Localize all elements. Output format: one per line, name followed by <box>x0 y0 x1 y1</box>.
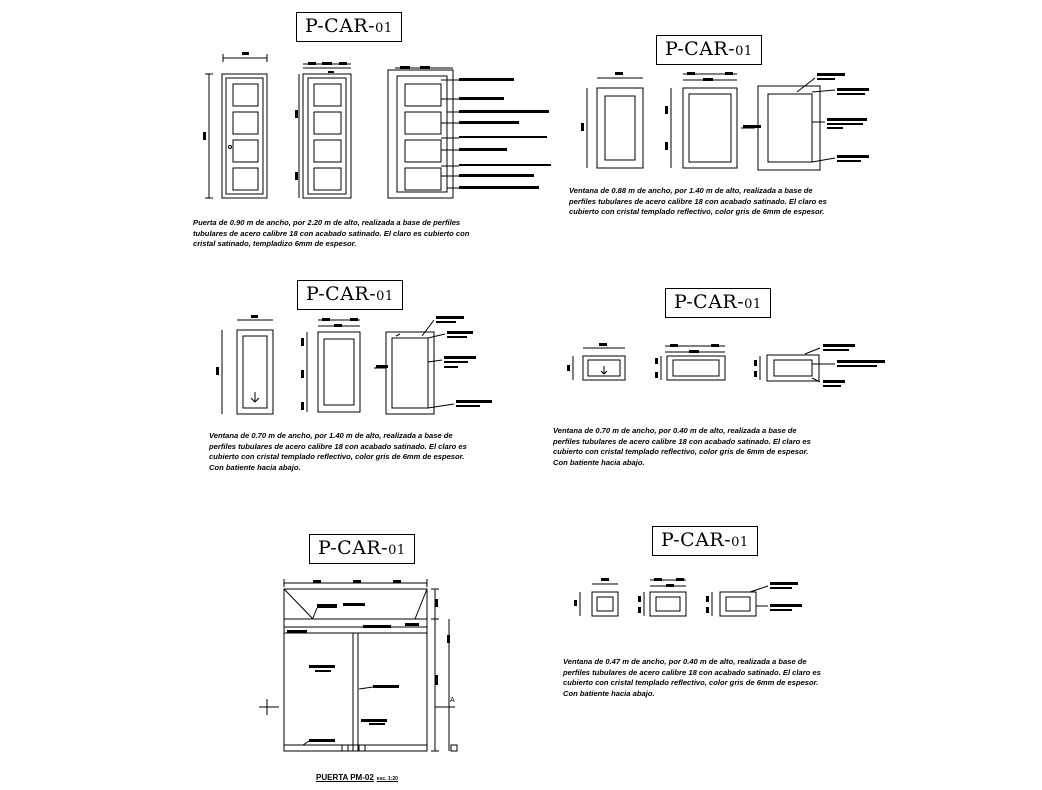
sheet4-note: Ventana de 0.70 m de ancho, por 0.40 m de alto, realizada a base de perfiles tubulares de acero calibre 18 con acabado satinado. El claro es cubierto con cristal templado reflectivo, color gris de 6mm de espesor. Con batiente hacia abajo. <box>553 426 811 467</box>
sheet6-title: P-CAR-01 <box>652 526 758 556</box>
sheet5-door-drawing <box>255 575 475 760</box>
sheet5-title: P-CAR-01 <box>309 534 415 564</box>
sheet3-note: Ventana de 0.70 m de ancho, por 1.40 m de alto, realizada a base de perfiles tubulares de acero calibre 18 con acabado satinado. El claro es cubierto con cristal templado reflectivo, color gris de 6mm de espesor. Con batiente hacia abajo. <box>209 431 467 472</box>
sheet4-title: P-CAR-01 <box>665 288 771 318</box>
sheet6-note: Ventana de 0.47 m de ancho, por 0.40 m de alto, realizada a base de perfiles tubulares de acero calibre 18 con acabado satinado. El claro es cubierto con cristal templado reflectivo, color gris de 6mm de espesor. Con batiente hacia abajo. <box>563 657 821 698</box>
sheet1-note: Puerta de 0.90 m de ancho, por 2.20 m de alto, realizada a base de perfiles tubulares de acero calibre 18 con acabado satinado. El claro es cubierto con cristal satinado, templadizo 6mm de espesor. <box>193 218 470 248</box>
sheet5-caption: PUERTA PM-02 esc. 1:20 <box>316 773 398 782</box>
sheet4-window-drawing <box>565 338 895 398</box>
sheet2-window-drawing <box>575 68 875 178</box>
sheet6-window-drawing <box>570 574 810 624</box>
sheet1-door-drawing <box>195 50 545 210</box>
sheet3-window-drawing <box>210 312 510 422</box>
sheet2-note: Ventana de 0.88 m de ancho, por 1.40 m de alto, realizada a base de perfiles tubulares de acero calibre 18 con acabado satinado. El claro es cubierto con cristal templado reflectivo, color gris de 6mm de espesor. <box>569 186 827 216</box>
sheet1-title: P-CAR-01 <box>296 12 402 42</box>
section-mark-a: A <box>450 697 455 704</box>
sheet3-title: P-CAR-01 <box>297 280 403 310</box>
sheet2-title: P-CAR-01 <box>656 35 762 65</box>
